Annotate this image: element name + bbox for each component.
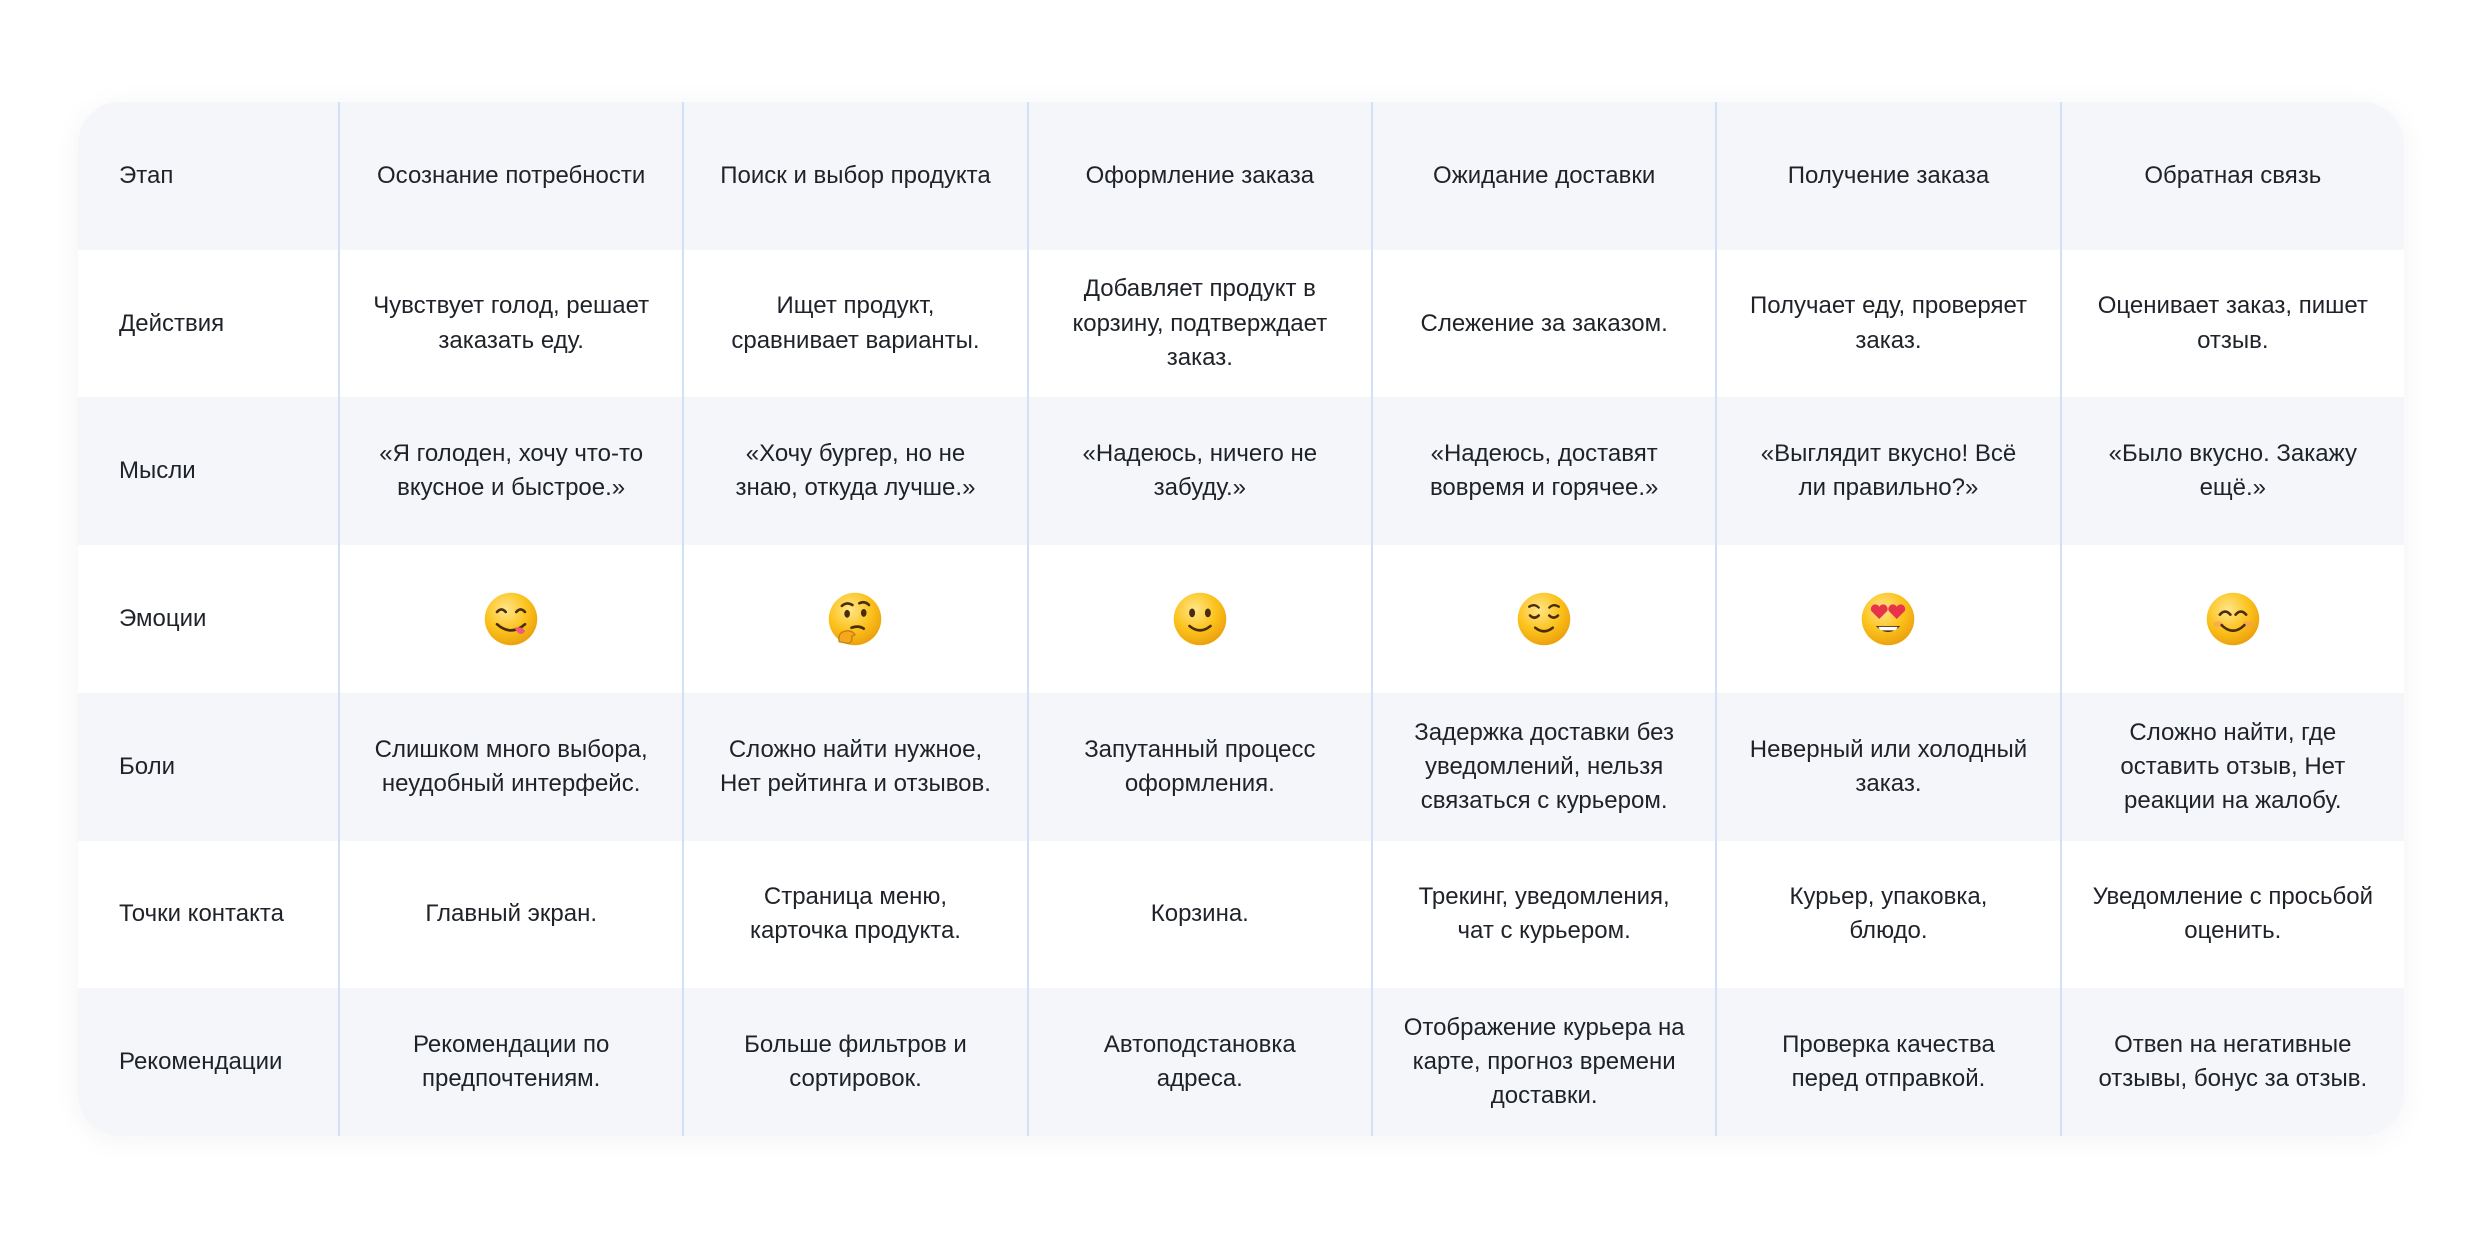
row-label bbox=[78, 545, 338, 693]
stage-text: Оформление заказа bbox=[1085, 161, 1315, 189]
emotion-cell bbox=[1371, 545, 1715, 693]
row-touchpoints bbox=[78, 841, 2404, 989]
row-recommendations bbox=[78, 988, 2404, 1136]
pains-text: Сложно найти нужное, Нет рейтинга и отзывов. bbox=[720, 735, 991, 797]
recommendations-text: Больше фильтров и сортировок. bbox=[744, 1030, 967, 1093]
touchpoints-text: Страница меню, карточка продукта. bbox=[750, 883, 961, 945]
touchpoints-cell bbox=[682, 841, 1026, 989]
touchpoints-cell bbox=[338, 841, 682, 989]
pains-cell bbox=[682, 693, 1026, 841]
touchpoints-text: Курьер, упаковка, блюдо. bbox=[1789, 883, 1988, 945]
row-label bbox=[78, 841, 338, 989]
stage-cell bbox=[2060, 102, 2404, 250]
stage-cell bbox=[1027, 102, 1371, 250]
slight-smile-face-icon bbox=[1172, 591, 1228, 647]
pains-cell bbox=[1371, 693, 1715, 841]
thoughts-cell bbox=[682, 397, 1026, 545]
row-emotions bbox=[78, 545, 2404, 693]
thoughts-text: «Хочу бургер, но не знаю, откуда лучше.» bbox=[735, 440, 976, 502]
relieved-face-icon bbox=[1516, 591, 1572, 647]
pains-cell bbox=[1027, 693, 1371, 841]
actions-text: Получает еду, проверяет заказ. bbox=[1749, 292, 2027, 354]
recommendations-cell bbox=[338, 988, 682, 1136]
row-label bbox=[78, 250, 338, 398]
recommendations-cell bbox=[1027, 988, 1371, 1136]
thoughts-cell bbox=[1027, 397, 1371, 545]
stage-text: Получение заказа bbox=[1787, 161, 1990, 189]
pains-cell bbox=[1715, 693, 2059, 841]
pains-text: Неверный или холодный заказ. bbox=[1749, 735, 2028, 797]
stage-text: Ожидание доставки bbox=[1433, 161, 1656, 189]
actions-text: Слежение за заказом. bbox=[1420, 309, 1668, 337]
row-label-text: Эмоции bbox=[119, 604, 207, 632]
recommendations-text: Отвеn на негативные отзывы, бонус за отзыв. bbox=[2098, 1030, 2368, 1093]
emotion-cell bbox=[1027, 545, 1371, 693]
thoughts-text: «Я голоден, хочу что-то вкусное и быстрое.» bbox=[379, 440, 644, 502]
emotion-cell bbox=[338, 545, 682, 693]
emotion-cell bbox=[682, 545, 1026, 693]
actions-cell bbox=[682, 250, 1026, 398]
actions-text: Добавляет продукт в корзину, подтверждает заказ. bbox=[1072, 275, 1328, 371]
actions-cell bbox=[1027, 250, 1371, 398]
thoughts-text: «Надеюсь, доставят вовремя и горячее.» bbox=[1429, 440, 1659, 502]
actions-text: Чувствует голод, решает заказать еду. bbox=[373, 292, 650, 354]
recommendations-cell bbox=[682, 988, 1026, 1136]
row-label-text: Этап bbox=[119, 161, 174, 189]
row-label bbox=[78, 988, 338, 1136]
row-label bbox=[78, 693, 338, 841]
touchpoints-text: Уведомление с просьбой оценить. bbox=[2092, 883, 2374, 945]
row-label-text: Мысли bbox=[119, 457, 196, 485]
touchpoints-text: Главный экран. bbox=[425, 900, 598, 928]
row-pains bbox=[78, 693, 2404, 841]
stage-cell bbox=[682, 102, 1026, 250]
actions-cell bbox=[1371, 250, 1715, 398]
actions-text: Ищет продукт, сравнивает варианты. bbox=[731, 292, 980, 354]
touchpoints-cell bbox=[1027, 841, 1371, 989]
pains-text: Слишком много выбора, неудобный интерфейс. bbox=[374, 735, 648, 797]
thoughts-cell bbox=[1371, 397, 1715, 545]
recommendations-text: Проверка качества перед отправкой. bbox=[1782, 1030, 1995, 1093]
thoughts-text: «Было вкусно. Закажу ещё.» bbox=[2108, 440, 2357, 502]
actions-cell bbox=[1715, 250, 2059, 398]
row-actions bbox=[78, 250, 2404, 398]
thinking-face-icon bbox=[827, 591, 883, 647]
actions-cell bbox=[338, 250, 682, 398]
row-stage bbox=[78, 102, 2404, 250]
stage-text: Поиск и выбор продукта bbox=[720, 161, 991, 189]
row-label bbox=[78, 397, 338, 545]
touchpoints-cell bbox=[2060, 841, 2404, 989]
recommendations-text: Рекомендации по предпочтениям. bbox=[412, 1030, 610, 1093]
recommendations-text: Автоподстановка адреса. bbox=[1103, 1030, 1296, 1093]
stage-cell bbox=[338, 102, 682, 250]
stage-cell bbox=[1715, 102, 2059, 250]
touchpoints-text: Корзина. bbox=[1150, 900, 1249, 928]
pains-text: Запутанный процесс оформления. bbox=[1084, 735, 1316, 797]
thoughts-cell bbox=[2060, 397, 2404, 545]
recommendations-cell bbox=[1371, 988, 1715, 1136]
pains-cell bbox=[338, 693, 682, 841]
stage-text: Обратная связь bbox=[2144, 161, 2322, 189]
recommendations-cell bbox=[1715, 988, 2059, 1136]
row-label-text: Боли bbox=[119, 752, 175, 780]
row-thoughts bbox=[78, 397, 2404, 545]
actions-text: Оценивает заказ, пишет отзыв. bbox=[2097, 292, 2368, 354]
pains-cell bbox=[2060, 693, 2404, 841]
touchpoints-cell bbox=[1715, 841, 2059, 989]
stage-text: Осознание потребности bbox=[377, 161, 646, 189]
stage-cell bbox=[1371, 102, 1715, 250]
smiling-face-icon bbox=[2205, 591, 2261, 647]
touchpoints-cell bbox=[1371, 841, 1715, 989]
row-label-text: Рекомендации bbox=[119, 1048, 283, 1076]
actions-cell bbox=[2060, 250, 2404, 398]
touchpoints-text: Трекинг, уведомления, чат с курьером. bbox=[1418, 883, 1670, 945]
customer-journey-map-table bbox=[78, 102, 2404, 1136]
recommendations-cell bbox=[2060, 988, 2404, 1136]
thoughts-text: «Надеюсь, ничего не забуду.» bbox=[1082, 440, 1318, 502]
emotion-cell bbox=[1715, 545, 2059, 693]
emotion-cell bbox=[2060, 545, 2404, 693]
row-label bbox=[78, 102, 338, 250]
yum-face-icon bbox=[483, 591, 539, 647]
row-label-text: Действия bbox=[119, 309, 225, 337]
row-label-text: Точки контакта bbox=[119, 900, 284, 928]
pains-text: Задержка доставки без уведомлений, нельзя связаться с курьером. bbox=[1414, 718, 1674, 814]
heart-eyes-face-icon bbox=[1860, 591, 1916, 647]
thoughts-cell bbox=[1715, 397, 2059, 545]
recommendations-text: Отображение курьера на карте, прогноз времени доставки. bbox=[1403, 1013, 1685, 1110]
thoughts-cell bbox=[338, 397, 682, 545]
pains-text: Сложно найти, где оставить отзыв, Нет реакции на жалобу. bbox=[2120, 718, 2346, 814]
thoughts-text: «Выглядит вкусно! Всё ли правильно?» bbox=[1760, 440, 2017, 502]
